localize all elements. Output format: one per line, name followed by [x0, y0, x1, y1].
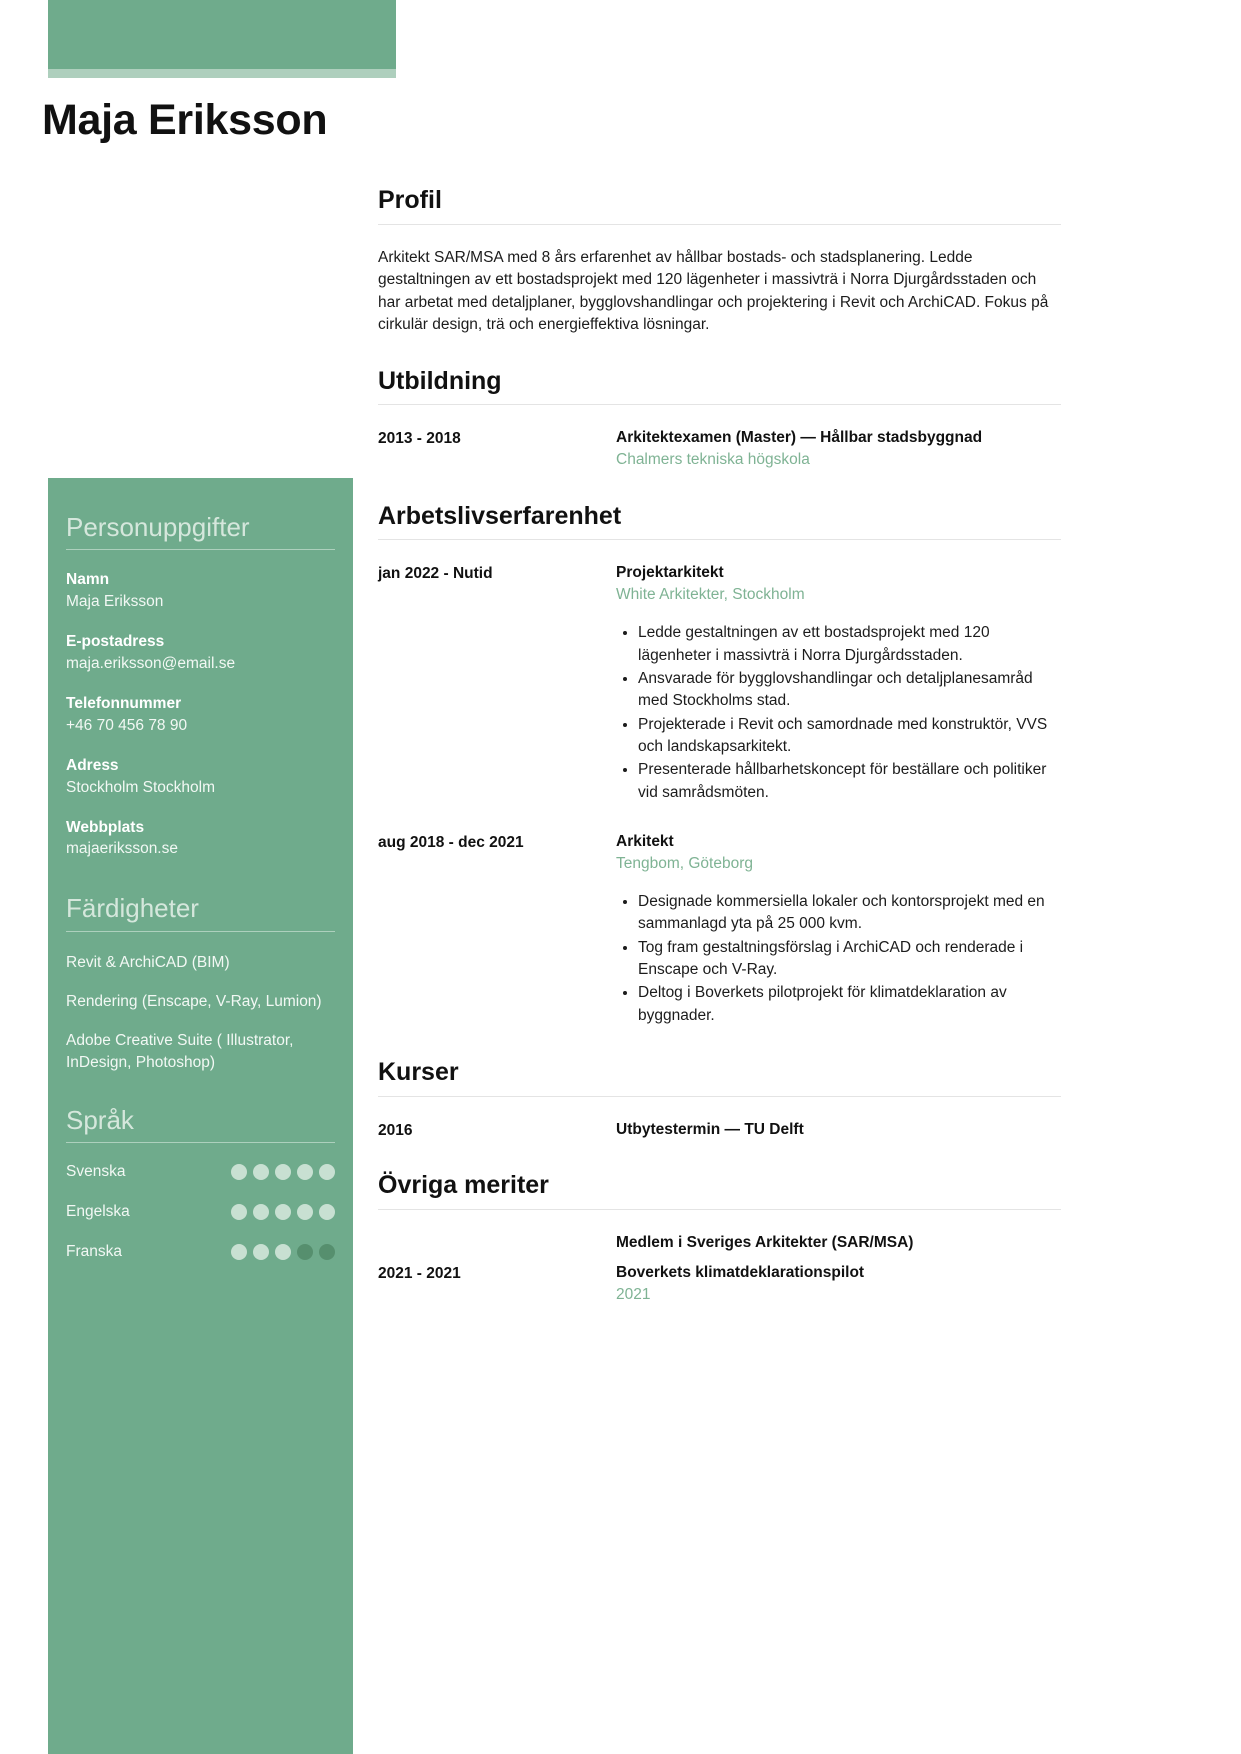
field-value: Stockholm Stockholm: [66, 778, 216, 796]
rating-dot-filled: [231, 1244, 247, 1260]
entry-body: [616, 427, 1061, 471]
field-label: Adress: [66, 756, 119, 774]
section-education: [378, 367, 1061, 472]
sidebar-heading-personal: Personuppgifter: [66, 512, 250, 542]
entry-date: aug 2018 - dec 2021: [378, 833, 524, 851]
sidebar-section-personal: [66, 512, 335, 860]
personal-field-email: [66, 632, 335, 675]
field-label: E-postadress: [66, 633, 165, 651]
rating-dot-filled: [297, 1204, 313, 1220]
rating-dot-filled: [231, 1164, 247, 1180]
spacer: [66, 879, 335, 893]
entry-title: Arkitektexamen (Master) — Hållbar stadsbyggnad: [616, 429, 983, 447]
section-other: [378, 1171, 1061, 1306]
rating-dot-filled: [231, 1204, 247, 1220]
bullet-item: • Deltog i Boverkets pilotprojekt för klimatdeklaration av byggnader.: [638, 982, 1061, 1027]
course-entry: [378, 1119, 1061, 1142]
field-value: Maja Eriksson: [66, 593, 164, 611]
entry-title: Utbytestermin — TU Delft: [616, 1120, 804, 1138]
language-name: Svenska: [66, 1163, 126, 1181]
skill-item: Revit & ArchiCAD (BIM): [66, 953, 230, 971]
rating-dot-empty: [319, 1244, 335, 1260]
section-heading-courses: Kurser: [378, 1057, 459, 1086]
bullet-item: • Ansvarade för bygglovshandlingar och detaljplanesamråd med Stockholms stad.: [638, 668, 1061, 713]
entry-subtitle: Tengbom, Göteborg: [616, 854, 754, 872]
section-heading-profile: Profil: [378, 186, 442, 214]
language-rating: [231, 1164, 335, 1180]
section-profile: [378, 186, 1061, 337]
field-label: Webbplats: [66, 818, 145, 836]
rating-dot-empty: [297, 1244, 313, 1260]
entry-date: 2021 - 2021: [378, 1264, 461, 1282]
entry-bullets: [616, 622, 1061, 804]
language-row: [66, 1163, 335, 1181]
divider: [378, 539, 1061, 540]
main-content: [378, 186, 1061, 1336]
header-color-block: [48, 0, 396, 78]
sidebar-section-skills: [66, 893, 335, 1073]
other-entry: [378, 1262, 1061, 1306]
entry-body: [616, 1232, 1061, 1254]
entry-title: Arkitekt: [616, 832, 674, 850]
rating-dot-filled: [253, 1164, 269, 1180]
language-row: [66, 1203, 335, 1221]
field-value: majaeriksson.se: [66, 840, 178, 858]
entry-body: [616, 1262, 1061, 1306]
language-row: [66, 1243, 335, 1261]
education-entry: [378, 427, 1061, 471]
divider: [66, 931, 335, 932]
divider: [378, 1209, 1061, 1210]
bullet-item: • Ledde gestaltningen av ett bostadsprojekt med 120 lägenheter i massivträ i Norra Djurgårdsstaden.: [638, 622, 1061, 667]
rating-dot-filled: [275, 1204, 291, 1220]
entry-title: Medlem i Sveriges Arkitekter (SAR/MSA): [616, 1234, 914, 1252]
sidebar-section-languages: [66, 1105, 335, 1261]
rating-dot-filled: [253, 1204, 269, 1220]
divider: [378, 1096, 1061, 1097]
entry-body: [616, 562, 1061, 805]
page-title: Maja Eriksson: [42, 96, 328, 144]
rating-dot-filled: [319, 1164, 335, 1180]
personal-field-name: [66, 570, 335, 613]
rating-dot-filled: [253, 1244, 269, 1260]
language-name: Engelska: [66, 1203, 130, 1221]
field-value: maja.eriksson@email.se: [66, 654, 236, 672]
sidebar: [48, 478, 353, 1754]
bullet-item: • Projekterade i Revit och samordnade med konstruktör, VVS och landskapsarkitekt.: [638, 714, 1061, 759]
skill-item: Adobe Creative Suite ( Illustrator, InDesign, Photoshop): [66, 1032, 294, 1071]
entry-date: jan 2022 - Nutid: [378, 565, 493, 583]
field-label: Telefonnummer: [66, 694, 182, 712]
rating-dot-filled: [275, 1164, 291, 1180]
sidebar-heading-languages: Språk: [66, 1105, 134, 1136]
entry-body: [616, 1119, 1061, 1142]
entry-body: [616, 831, 1061, 1028]
language-name: Franska: [66, 1243, 122, 1261]
language-rating: [231, 1204, 335, 1220]
entry-bullets: [616, 891, 1061, 1027]
personal-field-phone: [66, 694, 335, 737]
experience-entry: [378, 831, 1061, 1028]
bullet-item: • Tog fram gestaltningsförslag i ArchiCAD och renderade i Enscape och V-Ray.: [638, 937, 1061, 982]
personal-field-website: [66, 818, 335, 861]
sidebar-heading-skills: Färdigheter: [66, 893, 199, 924]
bullet-item: • Presenterade hållbarhetskoncept för beställare och politiker vid samrådsmöten.: [638, 759, 1061, 804]
skill-item: Rendering (Enscape, V-Ray, Lumion): [66, 992, 322, 1010]
entry-title: Boverkets klimatdeklarationspilot: [616, 1263, 865, 1281]
field-value: +46 70 456 78 90: [66, 716, 188, 734]
spacer: [66, 1091, 335, 1105]
entry-subtitle: White Arkitekter, Stockholm: [616, 585, 805, 603]
other-entry: [378, 1232, 1061, 1254]
bullet-item: • Designade kommersiella lokaler och kontorsprojekt med en sammanlagd yta på 25 000 kvm.: [638, 891, 1061, 936]
divider: [66, 549, 335, 550]
profile-text: Arkitekt SAR/MSA med 8 års erfarenhet av hållbar bostads- och stadsplanering. Ledde gestaltningen av ett bostadsprojekt med 120 lägenheter i massivträ i Norra Djurgårdsstaden och har arbetat med detaljplaner, bygglovshandlingar och projektering i Revit och ArchiCAD. Fokus på cirkulär design, trä och energieffektiva lösningar.: [378, 248, 1049, 334]
divider: [378, 224, 1061, 225]
entry-subtitle: 2021: [616, 1285, 651, 1303]
divider: [66, 1142, 335, 1143]
entry-date: 2016: [378, 1121, 413, 1139]
section-heading-other: Övriga meriter: [378, 1171, 549, 1200]
section-experience: [378, 502, 1061, 1028]
section-heading-education: Utbildning: [378, 366, 502, 395]
section-courses: [378, 1058, 1061, 1141]
rating-dot-filled: [275, 1244, 291, 1260]
field-label: Namn: [66, 571, 110, 589]
entry-title: Projektarkitekt: [616, 564, 724, 582]
rating-dot-filled: [319, 1204, 335, 1220]
section-heading-experience: Arbetslivserfarenhet: [378, 501, 622, 530]
entry-date: [378, 1232, 616, 1254]
language-rating: [231, 1244, 335, 1260]
header-accent-strip: [48, 69, 396, 78]
personal-field-address: [66, 756, 335, 799]
experience-entry: [378, 562, 1061, 805]
rating-dot-filled: [297, 1164, 313, 1180]
entry-date: 2013 - 2018: [378, 430, 461, 448]
entry-subtitle: Chalmers tekniska högskola: [616, 451, 810, 469]
divider: [378, 404, 1061, 405]
